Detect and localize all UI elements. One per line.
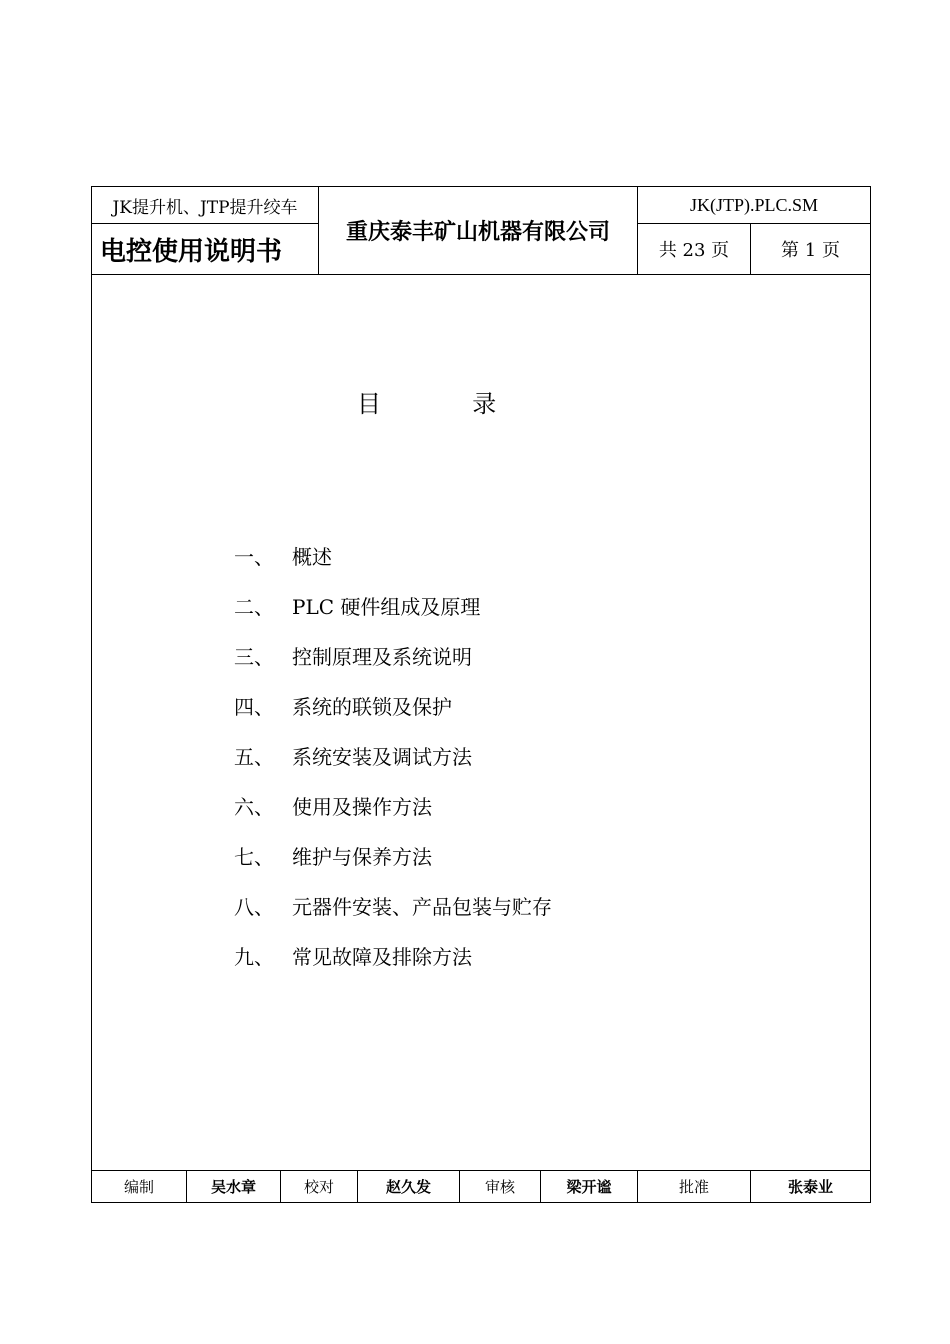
toc-item[interactable] <box>234 730 552 780</box>
toc-item-number: 五、 <box>234 744 274 769</box>
toc-item[interactable] <box>234 880 552 930</box>
toc-item-text: PLC 硬件组成及原理 <box>292 594 481 619</box>
toc-item-text: 使用及操作方法 <box>292 794 432 819</box>
compiled-name: 吴水章 <box>210 1178 256 1196</box>
toc-item-number: 一、 <box>234 544 274 569</box>
total-pages: 共 23 页 <box>658 240 730 261</box>
approve-label: 批准 <box>678 1178 709 1196</box>
toc-item-number: 四、 <box>234 694 274 719</box>
toc-list <box>234 530 552 980</box>
toc-item-text: 常见故障及排除方法 <box>292 944 472 969</box>
document-number: JK(JTP).PLC.SM <box>689 194 819 215</box>
document-subtitle: JK提升机、JTP提升绞车 <box>112 197 298 218</box>
proof-label: 校对 <box>303 1178 334 1196</box>
toc-item[interactable] <box>234 530 552 580</box>
toc-item-number: 二、 <box>234 594 274 619</box>
company-name: 重庆泰丰矿山机器有限公司 <box>345 220 610 245</box>
toc-heading-left: 目 <box>357 390 381 418</box>
document-title: 电控使用说明书 <box>100 236 283 267</box>
toc-item-number: 九、 <box>234 944 274 969</box>
approve-name: 张泰业 <box>787 1178 833 1196</box>
toc-heading <box>357 384 496 419</box>
toc-item-text: 维护与保养方法 <box>292 844 432 869</box>
toc-item-number: 八、 <box>234 894 274 919</box>
toc-heading-right: 录 <box>472 390 497 418</box>
toc-item[interactable] <box>234 680 552 730</box>
header-bottom-line <box>92 274 870 275</box>
toc-item-number: 三、 <box>234 644 274 669</box>
review-label: 审核 <box>484 1178 515 1196</box>
toc-item-text: 控制原理及系统说明 <box>292 644 472 669</box>
review-name: 梁开谧 <box>566 1178 612 1196</box>
toc-item-text: 系统的联锁及保护 <box>292 694 452 719</box>
toc-item-text: 元器件安装、产品包装与贮存 <box>292 894 552 919</box>
toc-item-text: 系统安装及调试方法 <box>292 744 472 769</box>
toc-item-number: 六、 <box>234 794 274 819</box>
toc-item-number: 七、 <box>234 844 274 869</box>
proof-name: 赵久发 <box>385 1178 431 1196</box>
toc-item-text: 概述 <box>292 544 332 569</box>
toc-item[interactable] <box>234 830 552 880</box>
page-number: 第 1 页 <box>781 240 840 261</box>
toc-item[interactable] <box>234 630 552 680</box>
toc-item[interactable] <box>234 780 552 830</box>
toc-item[interactable] <box>234 580 552 630</box>
compiled-label: 编制 <box>123 1178 154 1196</box>
toc-item[interactable] <box>234 930 552 980</box>
